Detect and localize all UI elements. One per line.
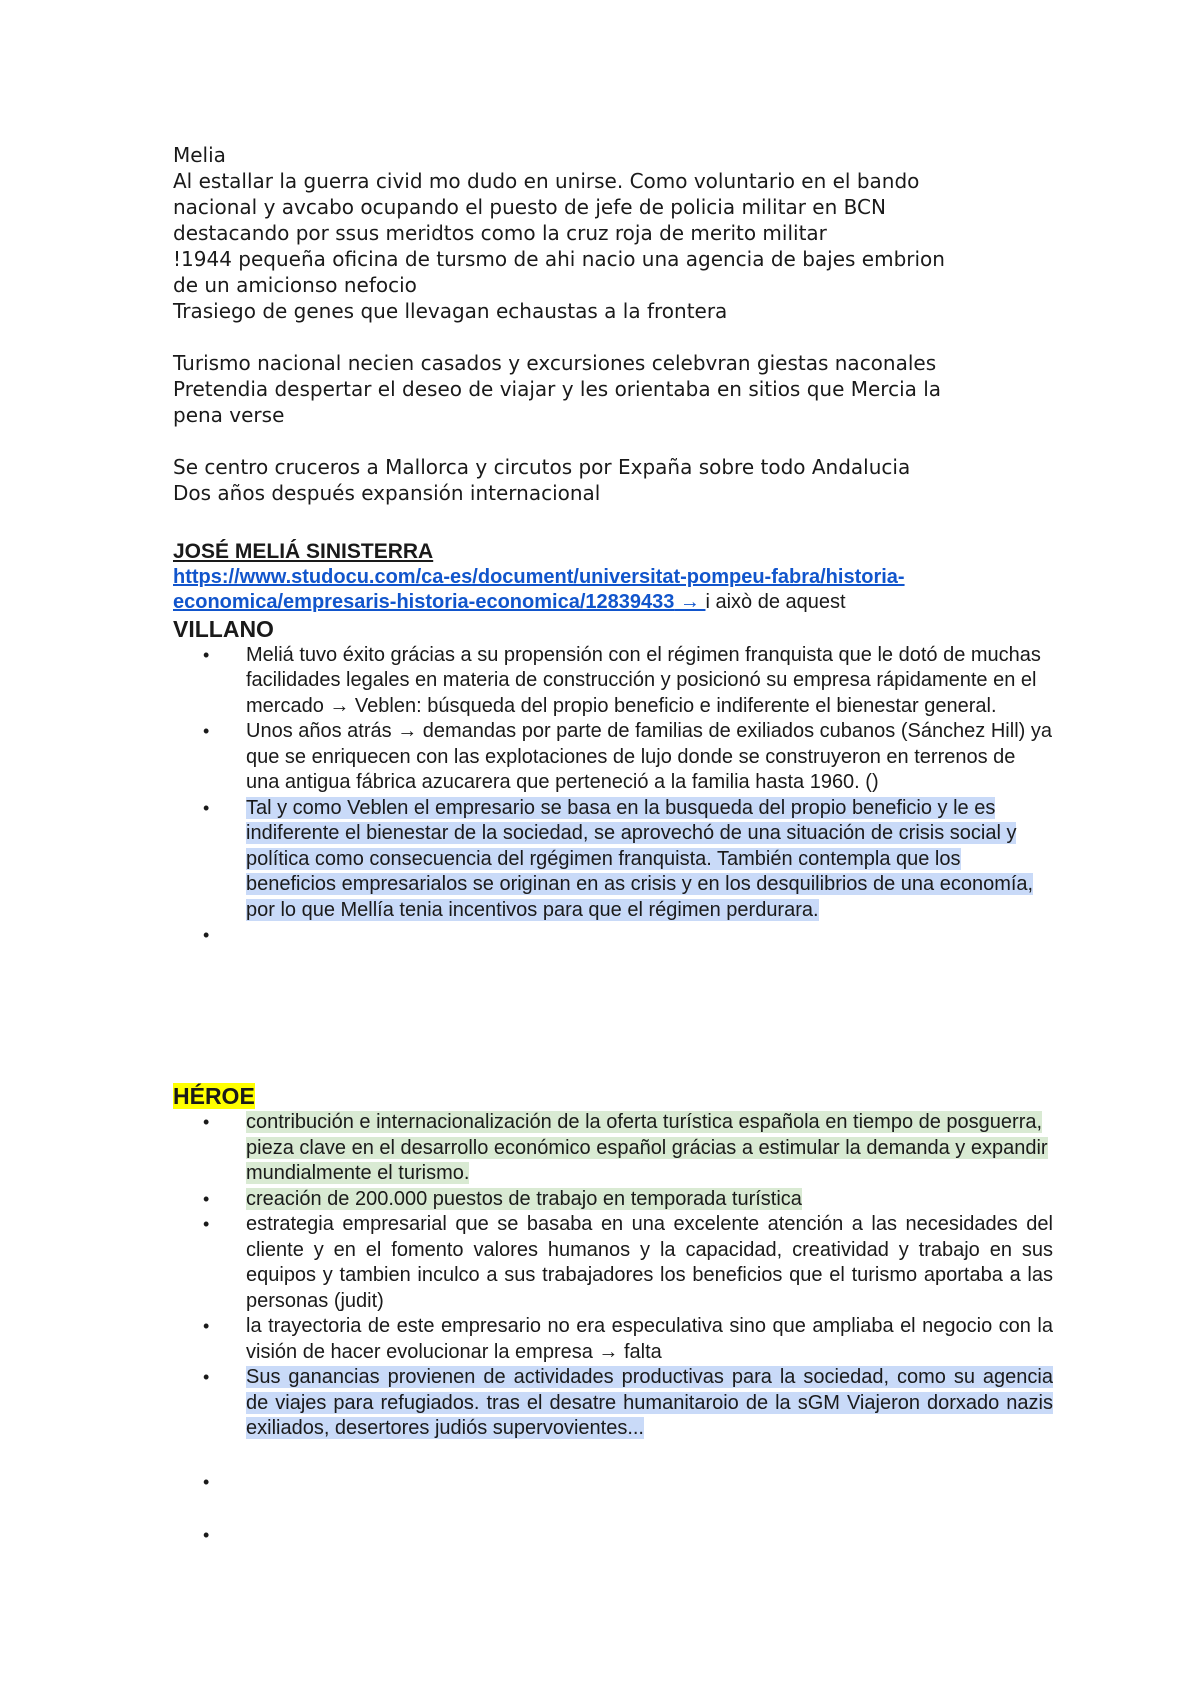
person-title: JOSÉ MELIÁ SINISTERRA	[173, 540, 434, 563]
villano-heading: VILLANO	[173, 615, 274, 642]
list-item	[173, 643, 1053, 720]
list-item	[173, 1110, 1053, 1187]
intro-line: de un amicionso nefocio	[173, 273, 417, 297]
list-item-text: Meliá tuvo éxito grácias a su propensión con el régimen franquista que le dotó de muchas facilidades legales en materia de construcción y posicionó su empresa rápidamente en el mercado → Veblen: búsqueda del propio beneficio e indiferente el bienestar general.	[246, 643, 1041, 717]
list-item-text-highlighted: creación de 200.000 puestos de trabajo en temporada turística	[246, 1187, 802, 1210]
intro-line: destacando por ssus meridtos como la cruz roja de merito militar	[173, 221, 827, 245]
reference-link-part1: https://www.studocu.com/ca-es/document/universitat-pompeu-fabra/historia-	[173, 565, 905, 588]
heroe-heading-text: HÉROE	[173, 1083, 255, 1109]
empty-list-item	[173, 1470, 1053, 1496]
list-item	[173, 719, 1053, 796]
list-item-text-highlighted: contribución e internacionalización de la oferta turística española en tiempo de posguerra, pieza clave en el desarrollo económico español grácias a estimular la demanda y expandir mundialmente el turismo.	[246, 1111, 1048, 1184]
list-item-text: la trayectoria de este empresario no era especulativa sino que ampliaba el negocio con la visión de hacer evolucionar la empresa → falta	[246, 1315, 1053, 1363]
intro-line: Turismo nacional necien casados y excursiones celebvran giestas naconales	[173, 351, 937, 375]
reference-link-part2: economica/empresaris-historia-economica/12839433	[173, 591, 675, 613]
link-note: i això de aquest	[705, 591, 846, 613]
empty-list-item	[173, 1523, 1053, 1549]
villano-list	[173, 643, 1053, 949]
intro-notes	[173, 142, 1073, 506]
heroe-list	[173, 1110, 1053, 1549]
list-item	[173, 796, 1053, 924]
intro-line: Dos años después expansión internacional	[173, 481, 601, 505]
list-item-text-highlighted: Tal y como Veblen el empresario se basa en la busqueda del propio beneficio y le es indiferente el bienestar de la sociedad, se aprovechó de una situación de crisis social y política como consecuencia del rgégimen franquista. También contempla que los beneficios empresarialos se originan en as crisis y en los desquilibrios de una economía, por lo que Mellía tenia incentivos para que el régimen perdurara.	[246, 796, 1034, 921]
empty-list-item	[173, 923, 1053, 949]
intro-line: Pretendia despertar el deseo de viajar y les orientaba en sitios que Mercia la	[173, 377, 942, 401]
intro-line: Melia	[173, 143, 226, 167]
heroe-section	[173, 1083, 1053, 1549]
reference-link-line	[173, 565, 1053, 616]
person-section	[173, 539, 1053, 949]
list-item	[173, 1314, 1053, 1365]
intro-line: Se centro cruceros a Mallorca y circutos por Expaña sobre todo Andalucia	[173, 455, 911, 479]
list-item-text: estrategia empresarial que se basaba en una excelente atención a las necesidades del cliente y en el fomento valores humanos y la capacidad, creatividad y trabajo en sus equipos y tambien inculco a sus trabajadores los beneficios que el turismo aportaba a las personas (judit)	[246, 1213, 1053, 1312]
intro-line: Al estallar la guerra civid mo dudo en unirse. Como voluntario en el bando	[173, 169, 920, 193]
link-arrow: →	[674, 591, 706, 613]
intro-line: !1944 pequeña oficina de tursmo de ahi nacio una agencia de bajes embrion	[173, 247, 945, 271]
list-item	[173, 1365, 1053, 1442]
list-item	[173, 1212, 1053, 1314]
intro-line: nacional y avcabo ocupando el puesto de jefe de policia militar en BCN	[173, 195, 886, 219]
list-item-text-highlighted: Sus ganancias provienen de actividades productivas para la sociedad, como su agencia de viajes para refugiados. tras el desatre humanitaroio de la sGM Viajeron dorxado nazis exiliados, desertores judiós supervovientes...	[246, 1366, 1053, 1439]
heroe-heading	[173, 1083, 1053, 1110]
list-item-text: Unos años atrás → demandas por parte de familias de exiliados cubanos (Sánchez Hill) ya que se enriquecen con las explotaciones de lujo donde se construyeron en terrenos de una antigua fábrica azucarera que perteneció a la familia hasta 1960. ()	[246, 720, 1052, 793]
intro-line: pena verse	[173, 403, 285, 427]
list-item	[173, 1187, 1053, 1213]
intro-line: Trasiego de genes que llevagan echaustas a la frontera	[173, 299, 728, 323]
